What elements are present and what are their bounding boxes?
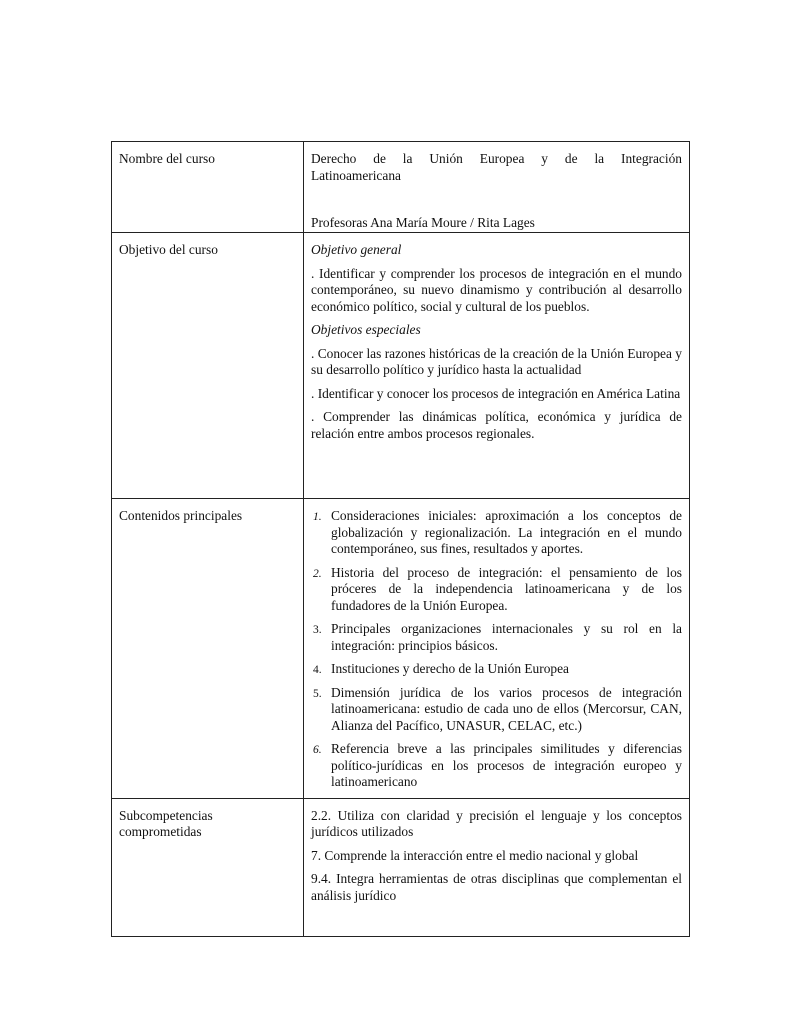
list-item-number: 1.	[313, 511, 322, 523]
course-name-label: Nombre del curso	[112, 142, 304, 233]
list-item-number: 2.	[313, 567, 322, 580]
course-objective-label: Objetivo del curso	[112, 233, 304, 499]
subcompetencies-label: Subcompetencias comprometidas	[112, 798, 304, 936]
row-main-contents	[112, 499, 690, 799]
list-item-text: Historia del proceso de integración: el pensamiento de los próceres de la independencia latinoamericana y de los fundadores de la Unión Europea.	[331, 564, 682, 613]
list-item	[311, 565, 682, 615]
professors: Profesoras Ana María Moure / Rita Lages	[311, 215, 535, 230]
row-subcompetencies	[112, 798, 690, 936]
list-item-text: Dimensión jurídica de los varios procesos de integración latinoamericana: estudio de cada uno de ellos (Mercorsur, CAN, Alianza del Pacífico, UNASUR, CELAC, etc.)	[331, 684, 682, 733]
course-title-line-1: Derecho de la Unión Europea y de la Integración	[311, 151, 682, 166]
contents-list	[311, 508, 682, 791]
course-title-line-2: Latinoamericana	[311, 167, 401, 183]
special-objectives-heading: Objetivos especiales	[311, 322, 421, 337]
special-objective-item: . Comprender las dinámicas política, económica y jurídica de relación entre ambos procesos regionales.	[311, 409, 682, 441]
subcompetencies-cell	[304, 798, 690, 936]
row-course-name	[112, 142, 690, 233]
list-item	[311, 508, 682, 558]
list-item-text: Consideraciones iniciales: aproximación a los conceptos de globalización y regionalización. La integración en el mundo contemporáneo, sus fines, resultados y aportes.	[331, 508, 682, 556]
list-item-number: 6.	[313, 744, 322, 756]
main-contents-cell	[304, 499, 690, 799]
special-objective-item: . Conocer las razones históricas de la creación de la Unión Europea y su desarrollo político y jurídico hasta la actualidad	[311, 345, 682, 377]
course-name-cell	[304, 142, 690, 233]
special-objective-item: . Identificar y conocer los procesos de integración en América Latina	[311, 385, 681, 401]
list-item-text: Referencia breve a las principales similitudes y diferencias político-jurídicas en los procesos de integración europeo y latinoamericano	[331, 741, 682, 789]
list-item	[311, 685, 682, 735]
row-course-objective	[112, 233, 690, 499]
course-title	[311, 151, 682, 184]
list-item	[311, 741, 682, 791]
list-item-text: Principales organizaciones internacionales y su rol en la integración: principios básicos.	[331, 621, 682, 653]
list-item-number: 4.	[313, 664, 322, 676]
general-objective-text: . Identificar y comprender los procesos de integración en el mundo contemporáneo, su nuevo dinamismo y contribución al desarrollo económico político, social y cultural de los pueblos.	[311, 265, 682, 314]
general-objective-heading: Objetivo general	[311, 242, 402, 257]
subcompetency-item: 2.2. Utiliza con claridad y precisión el lenguaje y los conceptos jurídicos utilizados	[311, 807, 682, 839]
course-objective-cell	[304, 233, 690, 499]
course-syllabus-table	[111, 141, 690, 937]
subcompetency-item: 7. Comprende la interacción entre el medio nacional y global	[311, 847, 639, 863]
subcompetency-item: 9.4. Integra herramientas de otras disciplinas que complementan el análisis jurídico	[311, 871, 682, 903]
main-contents-label: Contenidos principales	[112, 499, 304, 799]
list-item-text: Instituciones y derecho de la Unión Europea	[331, 661, 569, 676]
list-item-number: 5.	[313, 687, 322, 700]
list-item	[311, 621, 682, 654]
list-item	[311, 661, 682, 678]
list-item-number: 3.	[313, 624, 322, 636]
